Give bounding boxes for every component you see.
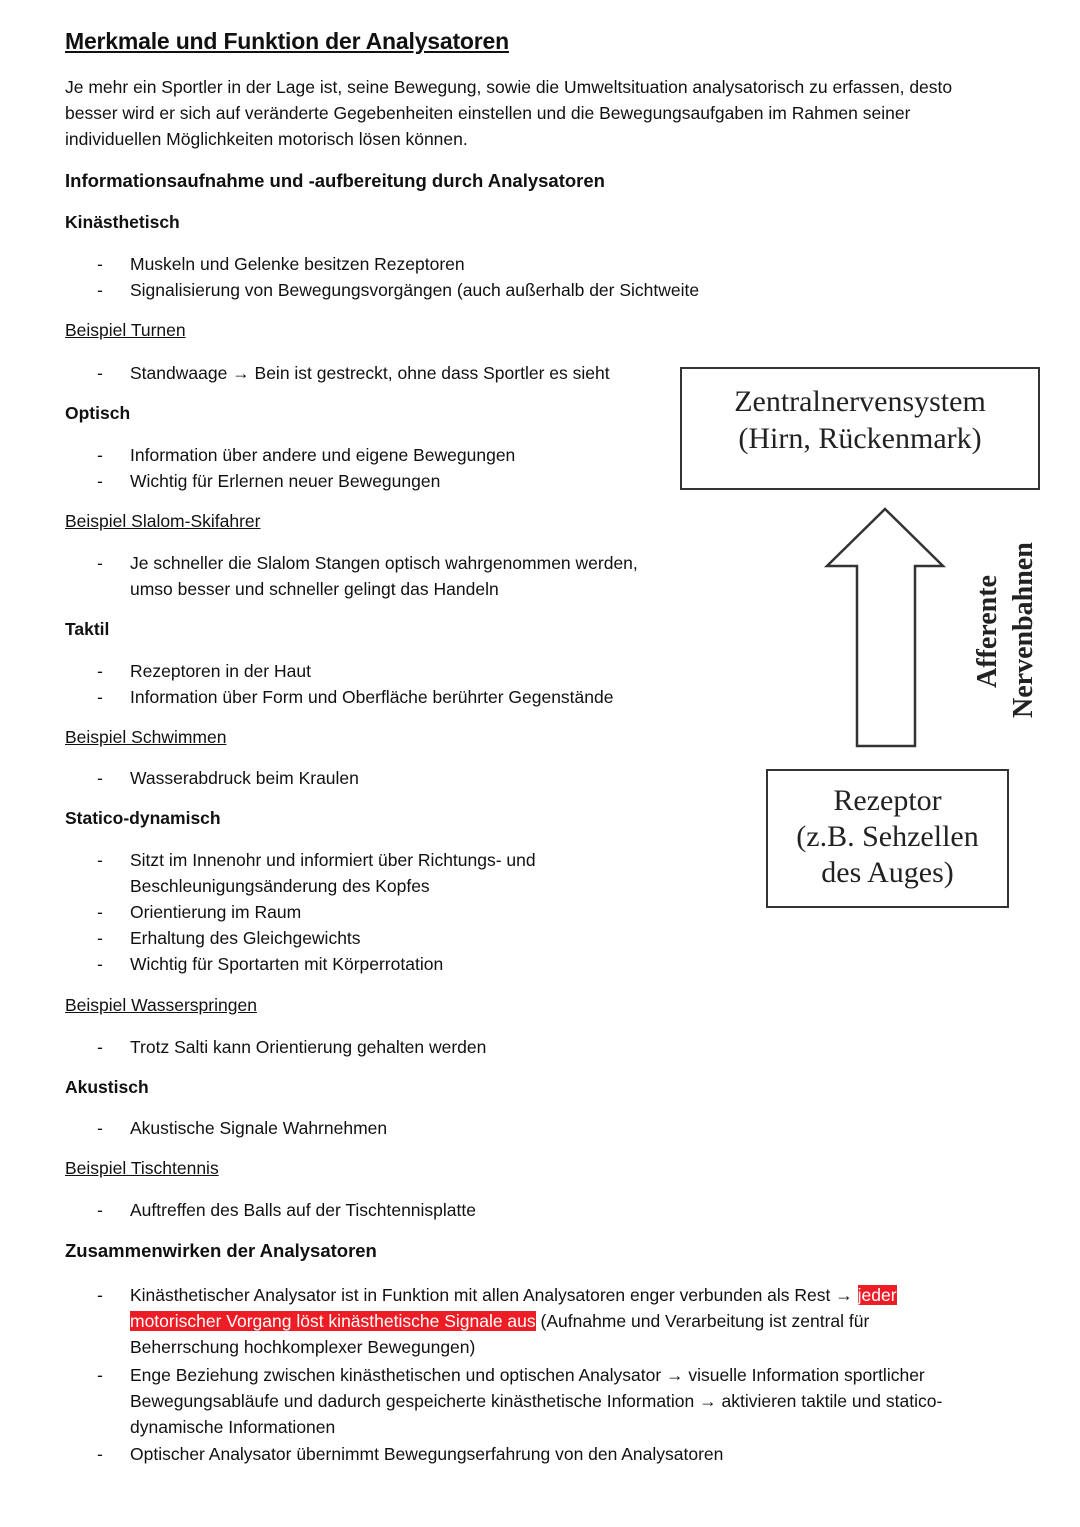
heading-optisch: Optisch <box>65 403 131 423</box>
example-heading-slalom: Beispiel Slalom-Skifahrer <box>65 511 261 531</box>
diagram-label: (z.B. Sehzellen <box>796 820 979 853</box>
section-heading-zusammenwirken: Zusammenwirken der Analysatoren <box>65 1240 377 1261</box>
example-heading-wasserspringen: Beispiel Wasserspringen <box>65 995 257 1015</box>
heading-taktil: Taktil <box>65 619 110 639</box>
diagram-label: Zentralnervensystem <box>734 385 986 418</box>
example-heading-tischtennis: Beispiel Tischtennis <box>65 1158 219 1178</box>
highlight: motorischer Vorgang löst kinästhetische Signale aus <box>130 1311 536 1331</box>
heading-kinaesthetisch: Kinästhetisch <box>65 212 180 232</box>
diagram-label: Rezeptor <box>833 784 942 817</box>
section-heading-informationsaufnahme: Informationsaufnahme und -aufbereitung durch Analysatoren <box>65 170 605 191</box>
diagram-box-zentralnervensystem <box>680 367 1040 490</box>
label-nervenbahnen: Nervenbahnen <box>1008 542 1039 718</box>
diagram-label: des Auges) <box>821 856 954 889</box>
heading-statico-dynamisch: Statico-dynamisch <box>65 808 221 828</box>
example-heading-turnen: Beispiel Turnen <box>65 320 186 340</box>
diagram-label: (Hirn, Rückenmark) <box>738 422 982 455</box>
heading-akustisch: Akustisch <box>65 1077 149 1097</box>
example-heading-schwimmen: Beispiel Schwimmen <box>65 727 227 747</box>
up-arrow-icon <box>820 500 955 755</box>
intro-paragraph: Je mehr ein Sportler in der Lage ist, seine Bewegung, sowie die Umweltsituation analysatorisch zu erfassen, desto besser wird er sich auf veränderte Gegebenheiten einstellen und die Bewegungsaufgaben im Rahmen seiner individuellen Möglichkeiten motorisch lösen können. <box>65 77 953 149</box>
highlight: jeder <box>857 1285 897 1305</box>
label-afferente: Afferente <box>972 575 1003 688</box>
page-title: Merkmale und Funktion der Analysatoren <box>65 28 509 54</box>
diagram-box-rezeptor <box>766 769 1009 908</box>
